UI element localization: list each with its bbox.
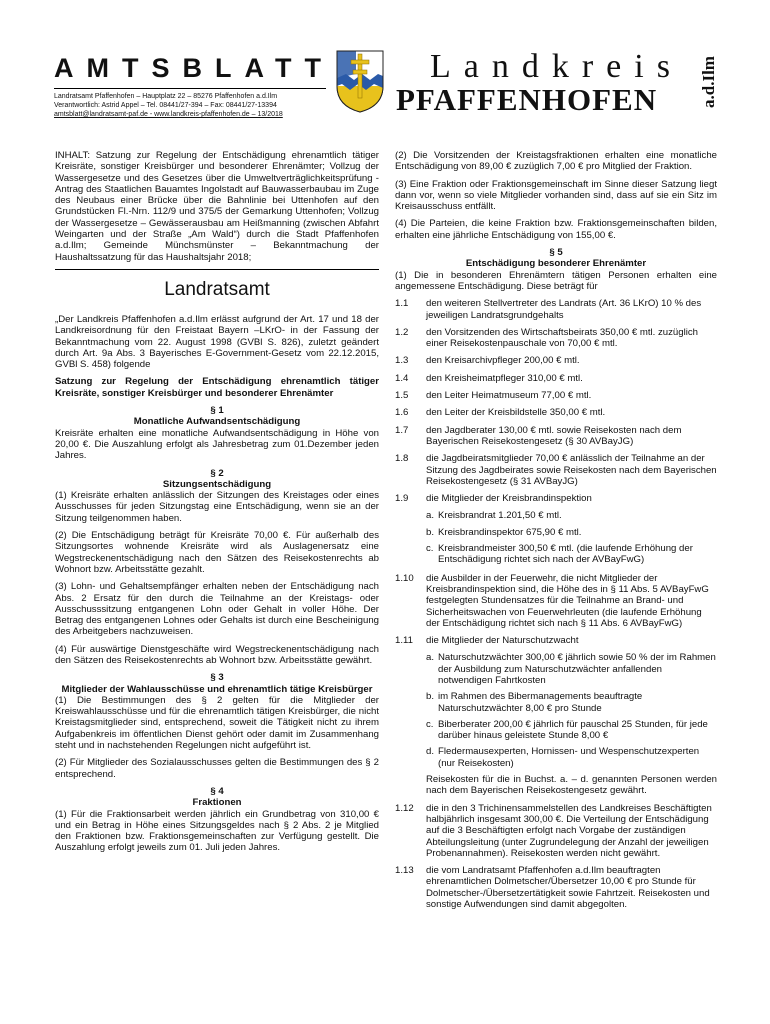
paragraph-title: Sitzungsentschädigung <box>162 478 272 490</box>
list-item: 1.9 die Mitglieder der Kreisbrandinspektion <box>395 493 592 505</box>
paragraph-text: (1) Die Bestimmungen des § 2 gelten für die Mitglieder der Kreiswahlausschüsse und für die ehrenamtlich tätigen Kreisbürger, die nicht Kreistagsmitglieder sind, entsprechend, soweit die Tätigkeit nicht zu ihrem Aufgabenkreis im öffentlichen Dienst gehört oder damit im Zusammenhang steht und in nachstehenden Regelungen nicht aufgeführt ist. <box>55 694 379 752</box>
list-item: 1.3 den Kreisarchivpfleger 200,00 € mtl. <box>395 355 580 367</box>
logo-landkreis: Landkreis <box>430 48 683 85</box>
contents-summary: INHALT: Satzung zur Regelung der Entschädigung ehrenamtlich tätiger Kreisräte, sonstiger Kreisbürger und besonderer Ehrenämter; Vollzug der Wassergesetze und des Gesetzes über die Umweltverträglichkeitsprüfung - Antrag des Staatlichen Bauamtes Ingolstadt auf Bauwasserbaubau im Zuge des Neubaus einer Brücke über die Bahnlinie bei Uttenhofen auf den Grundstücken Fl.-Nrn. 112/9 und 375/5 der Gemarkung Uttenhofen; Vollzug der Wassergesetze – Gewässerausbau am Heißmanning (zwischen Abfahrt Weingarten und der Straße „Am Wald“) durch die Stadt Pfaffenhofen a.d.Ilm; Gemeinde Münchsmünster – Bekanntmachung der Haushaltssatzung für das Haushaltsjahr 2018; <box>55 150 379 263</box>
sub-item: d. Fledermausexperten, Hornissen- und Wespenschutzexperten (nur Reisekosten) <box>426 746 700 769</box>
sub-item: a. Kreisbrandrat 1.201,50 € mtl. <box>426 510 562 522</box>
list-item: 1.1 den weiteren Stellvertreter des Landrats (Art. 36 LKrO) 10 % des jeweiligen Landratsgrundgehalts <box>395 298 702 321</box>
list-item: 1.10 die Ausbilder in der Feuerwehr, die nicht Mitglieder der Kreisbrandinspektion sind, die Höhe des in § 11 Abs. 5 AVBayFwG festgelegten Stundensatzes für die Teilnahme an Brand- und Sicherheitswachen von Feuerwehrleuten (die laufende Erhöhung der Entschädigung richtet sich nach § 11 Abs. 6 AVBayFwG) <box>395 572 709 629</box>
paragraph-title: Monatliche Aufwandsentschädigung <box>133 416 301 428</box>
paragraph-title: Entschädigung besonderer Ehrenämter <box>465 258 647 270</box>
masthead-rule <box>54 88 326 89</box>
list-item: 1.13 die vom Landratsamt Pfaffenhofen a.d.Ilm beauftragten ehrenamtlichen Dolmetscher/Übersetzer 10,00 € pro Stunde für Dolmetscher-/Übersetzertätigkeit sowie Fahrtzeit. Reisekosten und sonstige Aufwendungen sind damit abgegolten. <box>395 865 710 911</box>
section-heading: Landratsamt <box>164 278 270 300</box>
paragraph-text: (2) Für Mitglieder des Sozialausschusses gelten die Bestimmungen des § 2 entsprechend. <box>55 757 379 780</box>
list-item: 1.2 den Vorsitzenden des Wirtschaftsbeirats 350,00 € mtl. zuzüglich einer Reisekostenpauschale von 70,00 € mtl. <box>395 326 698 350</box>
coat-of-arms-icon <box>334 48 386 114</box>
paragraph-text: (1) Für die Fraktionsarbeit werden jährlich ein Grundbetrag von 310,00 € und ein Betrag in Höhe eines Sitzungsgeldes nach § 2 Abs. 2 je Mitglied den Fraktionen bzw. Fraktionsgemeinschaften zur Verfügung gestellt. Die Auszahlung erfolgt jeweils zum 01. Juli jeden Jahres. <box>55 808 379 854</box>
masthead-contact[interactable]: amtsblatt@landratsamt-paf.de - www.landkreis-pfaffenhofen.de – 13/2018 <box>54 111 283 118</box>
masthead-title: AMTSBLATT <box>54 53 334 83</box>
paragraph-title: Mitglieder der Wahlausschüsse und ehrenamtlich tätige Kreisbürger <box>61 683 373 695</box>
sub-item: c. Biberberater 200,00 € jährlich für pauschal 25 Stunden, für jede darüber hinaus geleistete Stunde 8,00 € <box>426 718 708 742</box>
masthead-address: Landratsamt Pfaffenhofen – Hauptplatz 22 – 85276 Pfaffenhofen a.d.Ilm <box>54 93 278 100</box>
list-item: 1.11 die Mitglieder der Naturschutzwacht <box>395 635 579 647</box>
sub-item: b. im Rahmen des Bibermanagements beauftragte Naturschutzwächter 8,00 € pro Stunde <box>426 691 643 714</box>
list-item: 1.5 den Leiter Heimatmuseum 77,00 € mtl. <box>395 390 592 402</box>
sub-item: a. Naturschutzwächter 300,00 € jährlich sowie 50 % der im Rahmen der Ausbildung zum Naturschutzwächter anfallenden notwendigen Fahrtkosten <box>426 652 716 686</box>
section-divider <box>55 269 379 270</box>
paragraph-number: § 3 <box>210 672 224 684</box>
paragraph-text: (1) Die in besonderen Ehrenämtern tätigen Personen erhalten eine angemessene Entschädigung. Diese beträgt für <box>395 269 717 292</box>
paragraph-text: (4) Für auswärtige Dienstgeschäfte wird Wegstreckenentschädigung nach den Sätzen des Reisekostenrechts ab Wohnort bzw. Arbeitsstätte gewährt. <box>55 643 379 666</box>
paragraph-number: § 4 <box>210 785 224 797</box>
list-item: 1.7 den Jagdberater 130,00 € mtl. sowie Reisekosten nach dem Bayerischen Reisekostengesetz (§ 30 AVBayJG) <box>395 424 682 447</box>
paragraph-title: Fraktionen <box>192 797 242 809</box>
logo-adllm: a.d.Ilm <box>699 56 718 108</box>
logo-pfaffenhofen: PFAFFENHOFEN <box>396 82 658 117</box>
paragraph-text: (4) Die Parteien, die keine Fraktion bzw. Fraktionsgemeinschaften bilden, erhalten eine jährliche Entschädigung von 155,00 €. <box>395 218 717 241</box>
paragraph-text: (2) Die Vorsitzenden der Kreistagsfraktionen erhalten eine monatliche Entschädigung von 89,00 € zuzüglich 7,00 € pro Mitglied der Fraktion. <box>395 150 717 173</box>
left-column <box>55 150 379 860</box>
masthead <box>54 48 722 132</box>
paragraph-text: Kreisräte erhalten eine monatliche Aufwandsentschädigung in Höhe von 20,00 €. Die Auszahlung erfolgt als Jahresbetrag zum 01.Dezember jeden Jahres. <box>55 427 379 462</box>
paragraph-text: (1) Kreisräte erhalten anlässlich der Sitzungen des Kreistages oder eines Ausschusses für jeden Sitzungstag eine Entschädigung, wenn sie an der Sitzung teilgenommen haben. <box>55 490 379 524</box>
sub-item: b. Kreisbrandinspektor 675,90 € mtl. <box>426 526 582 538</box>
paragraph-text: (3) Eine Fraktion oder Fraktionsgemeinschaft im Sinne dieser Satzung liegt dann vor, wenn so viele Mitglieder vorhanden sind, dass auf sie ein Sitz im Kreisausschuss entfällt. <box>395 178 717 213</box>
paragraph-text: (2) Die Entschädigung beträgt für Kreisräte 70,00 €. Für außerhalb des Sitzungsortes wohnende Kreisräte wird als Auslagenersatz eine Wegstreckenentschädigung nach den Sätzen des Reisekostenrechts ab Wohnort bzw. Arbeitsstätte gezahlt. <box>55 530 379 575</box>
paragraph-number: § 1 <box>210 405 224 417</box>
sub-item: c. Kreisbrandmeister 300,50 € mtl. (die laufende Erhöhung der Entschädigung richtet sich nach der AVBayFwG) <box>426 543 693 566</box>
list-item: 1.6 den Leiter der Kreisbildstelle 350,00 € mtl. <box>395 407 606 419</box>
statute-title: Satzung zur Regelung der Entschädigung ehrenamtlich tätiger Kreisräte, sonstiger Kreisbürger und besonderer Ehrenämter <box>55 376 379 399</box>
list-item: 1.4 den Kreisheimatpfleger 310,00 € mtl. <box>395 372 583 384</box>
list-note: Reisekosten für die in Buchst. a. – d. genannten Personen werden nach dem Bayerischen Reisekostengesetz gewährt. <box>426 774 717 797</box>
list-item: 1.12 die in den 3 Trichinensammelstellen des Landkreises Beschäftigten halbjährlich insgesamt 300,00 €. Die Verteilung der Entschädigung auf die 3 Beschäftigten erfolgt nach Vorgabe der zuständigen Abteilungsleitung (unter Zugrundelegung der Anzahl der jeweiligen Probenannahmen). Reisekosten werden nicht gewährt. <box>395 802 712 859</box>
masthead-responsible: Verantwortlich: Astrid Appel – Tel. 08441/27-394 – Fax: 08441/27-13394 <box>54 102 277 109</box>
list-item: 1.8 die Jagdbeiratsmitglieder 70,00 € anlässlich der Teilnahme an der Sitzung des Jagdbeirates sowie Reisekosten nach dem Bayerischen Reisekostengesetz (§ 31 AVBayJG) <box>395 453 717 487</box>
paragraph-text: (3) Lohn- und Gehaltsempfänger erhalten neben der Entschädigung nach Abs. 2 Ersatz für den durch die Teilnahme an der Kreistags- oder Ausschusssitzung entgangenen Lohn oder Gehalt in voller Höhe. Der Betrag des entgangenen Lohnes oder Gehalts ist durch eine Bescheinigung des Arbeitgebers nachzuweisen. <box>55 581 379 638</box>
paragraph-number: § 5 <box>549 247 563 259</box>
statute-intro: „Der Landkreis Pfaffenhofen a.d.Ilm erlässt aufgrund der Art. 17 und 18 der Landkreisordnung für den Freistaat Bayern –LKrO- in der Fassung der Bekanntmachung vom 22. August 1998 (GVBl S. 826), zuletzt geändert durch Art. 9a Abs. 3 Bayerisches E-Government-Gesetz vom 22.12.2015, GVBl S. 458) folgende <box>55 313 379 371</box>
right-column <box>395 150 717 916</box>
paragraph-number: § 2 <box>210 467 224 479</box>
